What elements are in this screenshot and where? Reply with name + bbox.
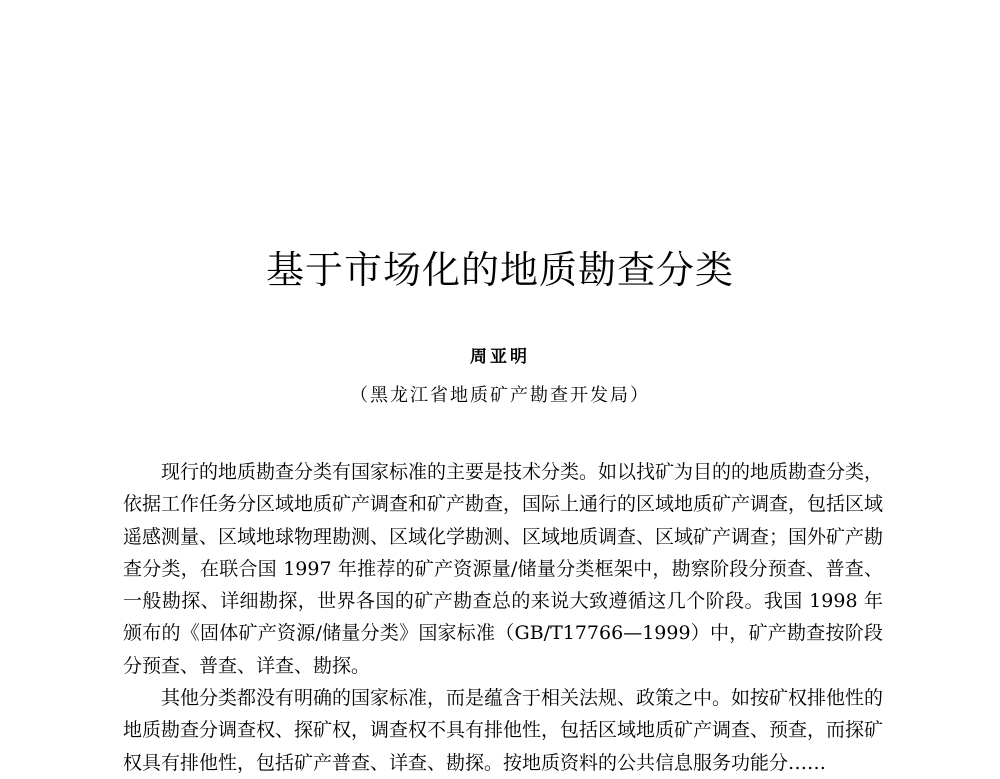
article-affiliation: （黑龙江省地质矿产勘查开发局） — [350, 385, 650, 406]
body-paragraph: 其他分类都没有明确的国家标准，而是蕴含于相关法规、政策之中。如按矿权排他性的地质勘查分调查权、探矿权，调查权不具有排他性，包括区域地质矿产调查、预查，而探矿权具有排他性，包括矿产普查、详查、勘探。按地质资料的公共信息服务功能分…… — [123, 687, 884, 774]
article-body — [123, 456, 883, 779]
body-paragraph: 现行的地质勘查分类有国家标准的主要是技术分类。如以找矿为目的的地质勘查分类，依据工作任务分区域地质矿产调查和矿产勘查，国际上通行的区域地质矿产调查，包括区域遥感测量、区域地球物理勘测、区域化学勘测、区域地质调查、区域矿产调查；国外矿产勘查分类，在联合国 1997 年推荐的矿产资源量/储量分类框架中，勘察阶段分预查、普查、一般勘探、详细勘探，世界各国的矿产勘查总的来说大致遵循这几个阶段。我国 1998 年颁布的《固体矿产资源/储量分类》国家标准（GB/T17766—1999）中，矿产勘查按阶段分预查、普查、详查、勘探。 — [123, 461, 884, 677]
article-title: 基于市场化的地质勘查分类 — [265, 248, 734, 292]
article-author: 周亚明 — [470, 347, 530, 367]
